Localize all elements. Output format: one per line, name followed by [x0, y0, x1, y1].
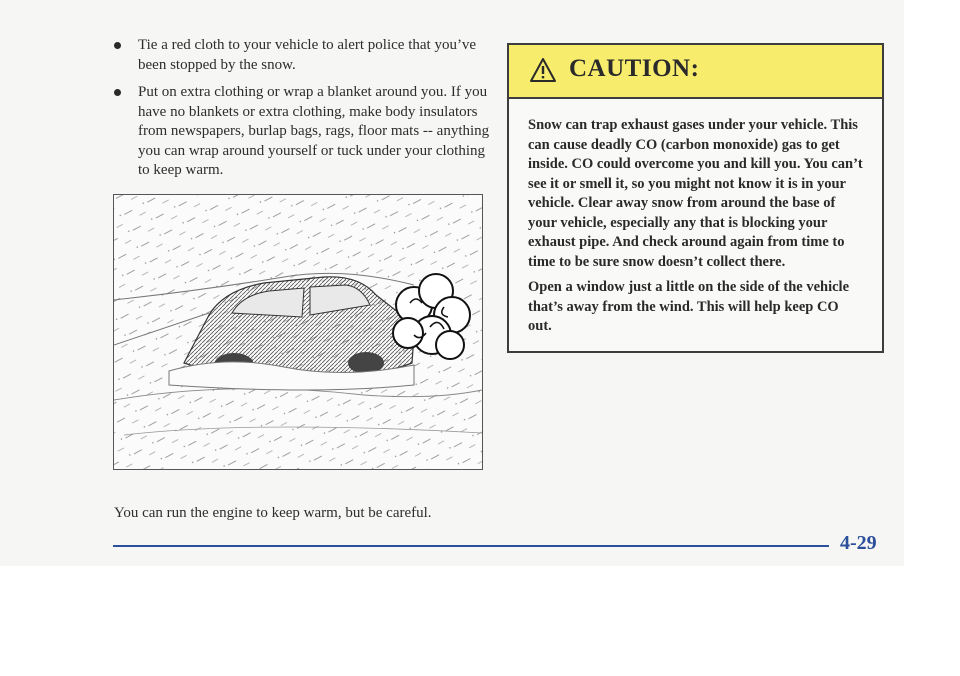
bullet-text: Tie a red cloth to your vehicle to alert police that you’ve been stopped by the snow.	[138, 37, 477, 73]
caution-header	[509, 45, 882, 99]
page-number: 4-29	[840, 532, 877, 554]
warning-triangle-icon	[529, 57, 557, 83]
list-item	[112, 36, 492, 75]
list-item	[112, 83, 492, 181]
bullet-list	[112, 36, 492, 189]
caution-box	[507, 43, 884, 353]
bullet-icon	[114, 89, 121, 96]
car-in-snow-exhaust-illustration-icon	[114, 195, 482, 469]
closing-paragraph: You can run the engine to keep warm, but be careful.	[114, 505, 432, 521]
caution-paragraph: Open a window just a little on the side of the vehicle that’s away from the wind. This will help keep CO out.	[528, 279, 850, 334]
car-in-snow-illustration	[113, 194, 483, 470]
caution-paragraph: Snow can trap exhaust gases under your vehicle. This can cause deadly CO (carbon monoxide) gas to get inside. CO could overcome you and kill you. You can’t see it or smell it, so you might not know it is in your vehicle. Clear away snow from around the base of your vehicle, especially any that is blocking your exhaust pipe. And check around again from time to time to be sure snow doesn’t collect there.	[528, 117, 863, 270]
bullet-text: Put on extra clothing or wrap a blanket around you. If you have no blankets or extra clothing, make body insulators from newspapers, burlap bags, rags, floor mats -- anything you can wrap around yourself or tuck under your clothing to keep warm.	[138, 84, 490, 178]
footer-rule	[113, 545, 829, 547]
bullet-icon	[114, 42, 121, 49]
caution-title: CAUTION:	[569, 55, 700, 82]
caution-body	[509, 99, 882, 337]
